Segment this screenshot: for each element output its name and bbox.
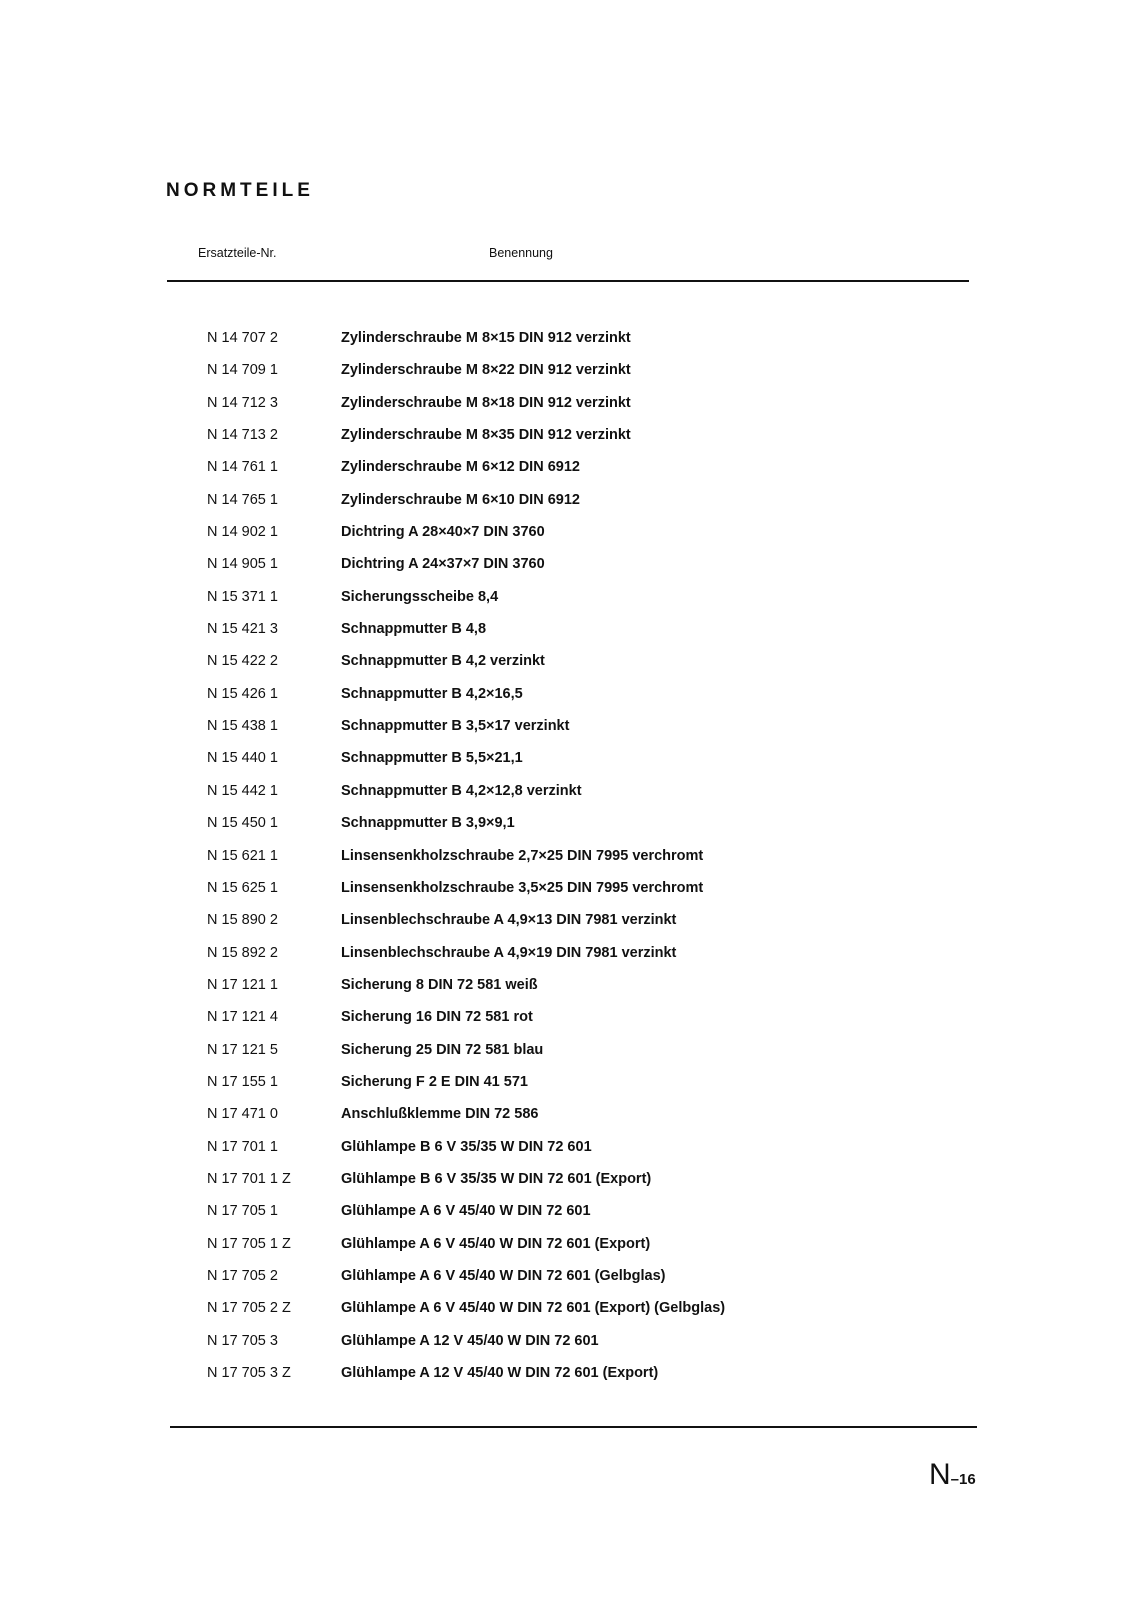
- part-description: Glühlampe A 6 V 45/40 W DIN 72 601 (Export) (Gelbglas): [341, 1300, 726, 1317]
- part-number: N 14 902 1: [207, 524, 278, 541]
- part-number: N 15 621 1: [207, 847, 278, 864]
- table-row: [0, 1043, 1141, 1075]
- part-description: Anschlußklemme DIN 72 586: [341, 1106, 539, 1123]
- part-description: Sicherung F 2 E DIN 41 571: [341, 1073, 528, 1090]
- table-row: [0, 622, 1141, 654]
- part-description: Glühlampe A 6 V 45/40 W DIN 72 601 (Export): [341, 1235, 651, 1252]
- part-number: N 15 625 1: [207, 879, 278, 896]
- table-row: [0, 557, 1141, 589]
- table-row: [0, 881, 1141, 913]
- page-title: NORMTEILE: [166, 180, 314, 201]
- part-description: Dichtring A 28×40×7 DIN 3760: [341, 524, 545, 541]
- table-row: [0, 687, 1141, 719]
- table-row: [0, 1334, 1141, 1366]
- part-description: Glühlampe B 6 V 35/35 W DIN 72 601: [341, 1138, 592, 1155]
- part-number: N 15 450 1: [207, 815, 278, 832]
- table-row: [0, 1075, 1141, 1107]
- table-row: [0, 1366, 1141, 1398]
- part-number: N 14 709 1: [207, 362, 278, 379]
- part-description: Sicherung 25 DIN 72 581 blau: [341, 1041, 544, 1058]
- part-description: Glühlampe A 6 V 45/40 W DIN 72 601: [341, 1203, 591, 1220]
- part-number: N 17 705 2: [207, 1267, 278, 1284]
- table-row: [0, 590, 1141, 622]
- part-description: Glühlampe A 6 V 45/40 W DIN 72 601 (Gelbglas): [341, 1267, 666, 1284]
- table-row: [0, 978, 1141, 1010]
- part-description: Zylinderschraube M 8×35 DIN 912 verzinkt: [341, 427, 631, 444]
- column-header-part-number: Ersatzteile-Nr.: [198, 246, 277, 260]
- part-description: Linsenblechschraube A 4,9×19 DIN 7981 verzinkt: [341, 944, 677, 961]
- part-description: Schnappmutter B 3,5×17 verzinkt: [341, 718, 570, 735]
- part-number: N 17 701 1 Z: [207, 1170, 291, 1187]
- part-number: N 14 765 1: [207, 491, 278, 508]
- part-description: Zylinderschraube M 8×18 DIN 912 verzinkt: [341, 394, 631, 411]
- part-description: Schnappmutter B 4,8: [341, 621, 487, 638]
- table-row: [0, 654, 1141, 686]
- table-row: [0, 1010, 1141, 1042]
- part-number: N 15 421 3: [207, 621, 278, 638]
- part-number: N 17 705 2 Z: [207, 1300, 291, 1317]
- table-row: [0, 493, 1141, 525]
- part-number: N 15 442 1: [207, 782, 278, 799]
- page-number-value: 16: [959, 1471, 976, 1488]
- table-row: [0, 428, 1141, 460]
- part-number: N 14 713 2: [207, 427, 278, 444]
- table-row: [0, 331, 1141, 363]
- part-description: Sicherungsscheibe 8,4: [341, 588, 499, 605]
- page-number-separator: –: [950, 1471, 960, 1488]
- part-description: Schnappmutter B 3,9×9,1: [341, 815, 515, 832]
- part-description: Linsensenkholzschraube 2,7×25 DIN 7995 verchromt: [341, 847, 704, 864]
- part-description: Dichtring A 24×37×7 DIN 3760: [341, 556, 545, 573]
- part-number: N 15 371 1: [207, 588, 278, 605]
- table-row: [0, 913, 1141, 945]
- header-divider: [167, 280, 969, 282]
- part-number: N 15 440 1: [207, 750, 278, 767]
- part-description: Schnappmutter B 4,2×12,8 verzinkt: [341, 782, 582, 799]
- table-row: [0, 1269, 1141, 1301]
- part-number: N 15 426 1: [207, 685, 278, 702]
- page-number-letter: N: [929, 1458, 951, 1491]
- part-number: N 17 701 1: [207, 1138, 278, 1155]
- part-number: N 15 890 2: [207, 912, 278, 929]
- part-number: N 17 471 0: [207, 1106, 278, 1123]
- part-description: Zylinderschraube M 6×12 DIN 6912: [341, 459, 580, 476]
- table-row: [0, 396, 1141, 428]
- part-number: N 14 761 1: [207, 459, 278, 476]
- column-header-description: Benennung: [489, 246, 553, 260]
- part-number: N 15 438 1: [207, 718, 278, 735]
- part-number: N 17 705 3: [207, 1332, 278, 1349]
- table-row: [0, 1172, 1141, 1204]
- part-number: N 14 905 1: [207, 556, 278, 573]
- part-number: N 17 121 4: [207, 1009, 278, 1026]
- table-row: [0, 1301, 1141, 1333]
- part-description: Schnappmutter B 4,2 verzinkt: [341, 653, 545, 670]
- table-row: [0, 784, 1141, 816]
- part-number: N 15 422 2: [207, 653, 278, 670]
- part-description: Glühlampe A 12 V 45/40 W DIN 72 601: [341, 1332, 599, 1349]
- part-number: N 17 121 1: [207, 976, 278, 993]
- part-number: N 17 705 1: [207, 1203, 278, 1220]
- part-description: Zylinderschraube M 8×15 DIN 912 verzinkt: [341, 330, 631, 346]
- part-number: N 14 707 2: [207, 330, 278, 346]
- part-description: Zylinderschraube M 8×22 DIN 912 verzinkt: [341, 362, 631, 379]
- part-number: N 17 121 5: [207, 1041, 278, 1058]
- table-row: [0, 1237, 1141, 1269]
- table-row: [0, 751, 1141, 783]
- footer-divider: [170, 1426, 977, 1428]
- part-number: N 17 705 3 Z: [207, 1365, 291, 1381]
- part-description: Glühlampe B 6 V 35/35 W DIN 72 601 (Export): [341, 1170, 652, 1187]
- parts-list: [0, 331, 1141, 1398]
- table-row: [0, 460, 1141, 492]
- part-description: Sicherung 8 DIN 72 581 weiß: [341, 976, 538, 993]
- part-number: N 14 712 3: [207, 394, 278, 411]
- part-description: Zylinderschraube M 6×10 DIN 6912: [341, 491, 580, 508]
- part-description: Schnappmutter B 5,5×21,1: [341, 750, 523, 767]
- part-description: Glühlampe A 12 V 45/40 W DIN 72 601 (Export): [341, 1365, 659, 1381]
- page-number: [929, 1460, 976, 1490]
- part-number: N 17 705 1 Z: [207, 1235, 291, 1252]
- table-row: [0, 525, 1141, 557]
- part-description: Linsensenkholzschraube 3,5×25 DIN 7995 verchromt: [341, 879, 704, 896]
- part-number: N 15 892 2: [207, 944, 278, 961]
- part-description: Schnappmutter B 4,2×16,5: [341, 685, 523, 702]
- table-row: [0, 849, 1141, 881]
- table-row: [0, 1107, 1141, 1139]
- table-row: [0, 1204, 1141, 1236]
- part-description: Linsenblechschraube A 4,9×13 DIN 7981 verzinkt: [341, 912, 677, 929]
- table-row: [0, 816, 1141, 848]
- table-row: [0, 946, 1141, 978]
- table-row: [0, 1140, 1141, 1172]
- part-number: N 17 155 1: [207, 1073, 278, 1090]
- part-description: Sicherung 16 DIN 72 581 rot: [341, 1009, 533, 1026]
- table-row: [0, 719, 1141, 751]
- table-row: [0, 363, 1141, 395]
